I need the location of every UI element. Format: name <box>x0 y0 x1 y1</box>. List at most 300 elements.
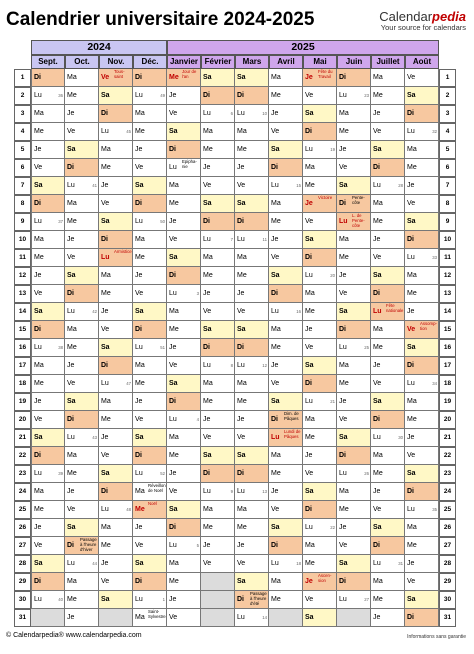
day-cell <box>99 141 133 159</box>
weekday-label: Sa <box>135 434 144 441</box>
day-cell <box>133 393 167 411</box>
weekday-label: Sa <box>135 560 144 567</box>
week-number: 50 <box>160 219 165 224</box>
weekday-label: Lu <box>237 236 245 243</box>
day-cell <box>99 195 133 213</box>
weekday-label: Di <box>67 164 74 171</box>
weekday-label: Ma <box>67 74 77 81</box>
day-cell <box>201 429 235 447</box>
weekday-label: Me <box>67 344 77 351</box>
day-cell <box>201 447 235 465</box>
weekday-label: Di <box>67 290 74 297</box>
day-cell <box>99 213 133 231</box>
weekday-label: Me <box>271 92 281 99</box>
weekday-label: Di <box>34 452 41 459</box>
day-cell <box>133 555 167 573</box>
weekday-label: Sa <box>34 182 43 189</box>
week-number: 39 <box>58 471 63 476</box>
weekday-label: Di <box>203 344 210 351</box>
weekday-label: Ma <box>373 74 383 81</box>
weekday-label: Lu <box>67 308 75 315</box>
weekday-label: Je <box>67 488 75 495</box>
weekday-label: Lu <box>34 218 42 225</box>
weekday-label: Ma <box>271 74 281 81</box>
day-cell <box>269 411 303 429</box>
weekday-label: Lu <box>34 470 42 477</box>
event-label: Passage à l'heure d'hiver <box>80 537 97 552</box>
day-cell <box>303 141 337 159</box>
week-number: 41 <box>92 183 97 188</box>
day-cell <box>303 69 337 87</box>
day-number: 4 <box>14 123 31 141</box>
weekday-label: Di <box>203 470 210 477</box>
day-cell <box>405 447 439 465</box>
day-cell <box>65 285 99 303</box>
day-cell <box>167 123 201 141</box>
day-cell <box>303 393 337 411</box>
day-cell <box>337 393 371 411</box>
weekday-label: Me <box>373 218 383 225</box>
weekday-label: Je <box>237 416 245 423</box>
weekday-label: Ve <box>101 74 110 81</box>
day-cell <box>99 411 133 429</box>
weekday-label: Lu <box>339 92 347 99</box>
empty-day <box>201 573 235 591</box>
day-cell <box>269 483 303 501</box>
weekday-label: Ma <box>237 506 247 513</box>
weekday-label: Di <box>135 74 142 81</box>
day-cell <box>405 537 439 555</box>
weekday-label: Je <box>169 470 177 477</box>
day-cell <box>133 69 167 87</box>
day-number: 14 <box>439 303 456 321</box>
weekday-label: Di <box>237 92 244 99</box>
day-cell <box>303 465 337 483</box>
weekday-label: Di <box>135 578 142 585</box>
holiday-label: L. de Pente-côte <box>352 213 365 228</box>
day-number: 14 <box>14 303 31 321</box>
weekday-label: Ve <box>339 164 348 171</box>
day-cell <box>269 339 303 357</box>
month-header: Mai <box>303 55 337 69</box>
day-cell <box>201 123 235 141</box>
day-number: 18 <box>439 375 456 393</box>
weekday-label: Sa <box>135 182 144 189</box>
day-cell <box>235 411 269 429</box>
weekday-label: Me <box>339 254 349 261</box>
day-cell <box>201 87 235 105</box>
day-cell <box>201 249 235 267</box>
weekday-label: Ma <box>203 506 213 513</box>
day-cell <box>303 249 337 267</box>
weekday-label: Je <box>407 434 415 441</box>
weekday-label: Sa <box>237 326 246 333</box>
day-cell <box>405 501 439 519</box>
weekday-label: Ma <box>271 578 281 585</box>
weekday-label: Sa <box>339 560 348 567</box>
day-cell <box>99 537 133 555</box>
day-cell <box>371 141 405 159</box>
weekday-label: Me <box>203 146 213 153</box>
day-cell <box>303 321 337 339</box>
day-cell <box>167 249 201 267</box>
day-cell <box>371 501 405 519</box>
week-number: 51 <box>160 345 165 350</box>
month-header: Mars <box>235 55 269 69</box>
week-number: 4 <box>196 417 199 422</box>
weekday-label: Ve <box>305 218 314 225</box>
day-cell <box>337 195 371 213</box>
weekday-label: Ve <box>203 308 212 315</box>
empty-day <box>99 609 133 627</box>
holiday-label: Victoire <box>318 195 333 200</box>
day-cell <box>269 87 303 105</box>
day-number: 9 <box>439 213 456 231</box>
calendarpedia-logo[interactable] <box>379 9 466 32</box>
day-cell <box>167 213 201 231</box>
day-cell <box>269 465 303 483</box>
weekday-label: Di <box>101 110 108 117</box>
day-cell <box>235 303 269 321</box>
weekday-label: Me <box>67 596 77 603</box>
day-number: 3 <box>439 105 456 123</box>
day-cell <box>133 123 167 141</box>
day-cell <box>235 213 269 231</box>
day-cell <box>269 501 303 519</box>
day-cell <box>65 105 99 123</box>
day-cell <box>133 303 167 321</box>
day-number: 28 <box>14 555 31 573</box>
day-number: 20 <box>439 411 456 429</box>
weekday-label: Me <box>34 254 44 261</box>
weekday-label: Ve <box>373 128 382 135</box>
weekday-label: Ma <box>34 236 44 243</box>
weekday-label: Me <box>373 596 383 603</box>
weekday-label: Je <box>373 614 381 621</box>
day-number: 17 <box>439 357 456 375</box>
day-cell <box>133 339 167 357</box>
day-cell <box>31 519 65 537</box>
day-number: 13 <box>439 285 456 303</box>
weekday-label: Ve <box>339 542 348 549</box>
day-cell <box>371 411 405 429</box>
weekday-label: Di <box>135 326 142 333</box>
weekday-label: Ma <box>373 452 383 459</box>
day-cell <box>303 303 337 321</box>
weekday-label: Di <box>67 416 74 423</box>
logo-left-text: Calendar <box>379 9 433 24</box>
day-cell <box>65 249 99 267</box>
day-cell <box>405 321 439 339</box>
day-number: 17 <box>14 357 31 375</box>
day-cell <box>31 537 65 555</box>
week-number: 40 <box>58 597 63 602</box>
weekday-label: Ma <box>305 416 315 423</box>
day-cell <box>133 591 167 609</box>
weekday-label: Je <box>203 542 211 549</box>
weekday-label: Lu <box>101 506 109 513</box>
day-cell <box>167 231 201 249</box>
day-cell <box>99 483 133 501</box>
weekday-label: Ve <box>407 200 416 207</box>
day-cell <box>405 609 439 627</box>
weekday-label: Sa <box>339 308 348 315</box>
weekday-label: Di <box>169 146 176 153</box>
weekday-label: Ve <box>373 254 382 261</box>
weekday-label: Lu <box>203 362 211 369</box>
day-cell <box>31 267 65 285</box>
week-number: 33 <box>432 255 437 260</box>
weekday-label: Sa <box>101 92 110 99</box>
day-cell <box>167 375 201 393</box>
weekday-label: Me <box>339 506 349 513</box>
day-cell <box>65 303 99 321</box>
day-cell <box>371 177 405 195</box>
day-cell <box>65 267 99 285</box>
day-cell <box>235 105 269 123</box>
day-cell <box>133 501 167 519</box>
week-number: 52 <box>160 471 165 476</box>
day-cell <box>371 87 405 105</box>
week-number: 21 <box>330 399 335 404</box>
weekday-label: Ma <box>34 362 44 369</box>
weekday-label: Di <box>135 200 142 207</box>
day-number: 2 <box>439 87 456 105</box>
day-cell <box>269 303 303 321</box>
day-cell <box>337 105 371 123</box>
weekday-label: Sa <box>34 308 43 315</box>
weekday-label: Lu <box>101 254 110 261</box>
day-cell <box>133 249 167 267</box>
weekday-label: Me <box>237 272 247 279</box>
day-cell <box>167 411 201 429</box>
day-cell <box>337 87 371 105</box>
weekday-label: Sa <box>67 272 76 279</box>
day-number: 23 <box>14 465 31 483</box>
day-cell <box>371 519 405 537</box>
day-cell <box>337 231 371 249</box>
day-cell <box>133 357 167 375</box>
weekday-label: Lu <box>169 542 177 549</box>
day-number: 13 <box>14 285 31 303</box>
day-cell <box>235 339 269 357</box>
week-number: 25 <box>364 345 369 350</box>
day-number: 31 <box>14 609 31 627</box>
day-cell <box>201 285 235 303</box>
day-cell <box>303 429 337 447</box>
day-cell <box>269 357 303 375</box>
weekday-label: Ma <box>169 308 179 315</box>
weekday-label: Me <box>373 470 383 477</box>
weekday-label: Me <box>373 344 383 351</box>
weekday-label: Di <box>373 416 380 423</box>
day-cell <box>201 303 235 321</box>
weekday-label: Lu <box>339 596 347 603</box>
weekday-label: Sa <box>407 596 416 603</box>
weekday-label: Me <box>101 542 111 549</box>
day-cell <box>99 303 133 321</box>
day-cell <box>201 321 235 339</box>
weekday-label: Sa <box>101 470 110 477</box>
week-number: 7 <box>230 237 233 242</box>
weekday-label: Sa <box>169 128 178 135</box>
weekday-label: Je <box>135 272 143 279</box>
day-cell <box>303 267 337 285</box>
day-cell <box>65 177 99 195</box>
weekday-label: Ve <box>373 506 382 513</box>
day-cell <box>133 285 167 303</box>
year-2025-header: 2025 <box>167 40 439 55</box>
month-header: Août <box>405 55 439 69</box>
day-cell <box>65 501 99 519</box>
empty-day <box>337 609 371 627</box>
weekday-label: Me <box>135 128 145 135</box>
day-cell <box>337 573 371 591</box>
day-cell <box>405 141 439 159</box>
day-cell <box>269 537 303 555</box>
weekday-label: Lu <box>237 488 245 495</box>
day-cell <box>201 357 235 375</box>
week-number: 45 <box>126 129 131 134</box>
event-label: Saint-Sylvestre <box>148 609 166 619</box>
weekday-label: Ma <box>237 380 247 387</box>
week-number: 1 <box>162 597 165 602</box>
day-cell <box>167 501 201 519</box>
day-cell <box>99 339 133 357</box>
day-cell <box>65 411 99 429</box>
weekday-label: Di <box>169 398 176 405</box>
weekday-label: Ma <box>407 146 417 153</box>
day-cell <box>235 465 269 483</box>
weekday-label: Di <box>34 326 41 333</box>
day-cell <box>65 231 99 249</box>
weekday-label: Me <box>135 380 145 387</box>
day-cell <box>303 447 337 465</box>
week-number: 6 <box>230 111 233 116</box>
day-cell <box>269 555 303 573</box>
day-cell <box>337 519 371 537</box>
day-cell <box>133 267 167 285</box>
footer-disclaimer: Informations sans garantie <box>407 634 466 640</box>
day-cell <box>303 285 337 303</box>
day-cell <box>371 591 405 609</box>
day-cell <box>65 357 99 375</box>
day-cell <box>303 159 337 177</box>
weekday-label: Me <box>339 128 349 135</box>
month-header: Sept. <box>31 55 65 69</box>
day-cell <box>371 267 405 285</box>
day-cell <box>31 195 65 213</box>
weekday-label: Lu <box>67 182 75 189</box>
weekday-label: Me <box>305 434 315 441</box>
day-cell <box>201 393 235 411</box>
day-cell <box>31 483 65 501</box>
weekday-label: Lu <box>101 128 109 135</box>
month-header: Avril <box>269 55 303 69</box>
weekday-label: Je <box>373 362 381 369</box>
day-cell <box>201 411 235 429</box>
weekday-label: Ma <box>169 434 179 441</box>
day-cell <box>405 519 439 537</box>
day-cell <box>167 483 201 501</box>
day-cell <box>337 555 371 573</box>
day-cell <box>405 375 439 393</box>
weekday-label: Ma <box>203 380 213 387</box>
day-number: 3 <box>14 105 31 123</box>
weekday-label: Me <box>305 182 315 189</box>
day-cell <box>269 447 303 465</box>
weekday-label: Ve <box>101 452 110 459</box>
weekday-label: Ve <box>101 326 110 333</box>
day-cell <box>167 537 201 555</box>
weekday-label: Lu <box>339 218 348 225</box>
weekday-label: Me <box>67 92 77 99</box>
day-number: 25 <box>439 501 456 519</box>
day-cell <box>133 573 167 591</box>
week-number: 26 <box>364 471 369 476</box>
day-cell <box>303 87 337 105</box>
weekday-label: Ma <box>135 362 145 369</box>
day-cell <box>337 411 371 429</box>
weekday-label: Ma <box>373 326 383 333</box>
logo-tagline: Your source for calendars <box>380 23 466 32</box>
day-cell <box>405 159 439 177</box>
day-cell <box>405 87 439 105</box>
month-header: Déc. <box>133 55 167 69</box>
day-number: 9 <box>14 213 31 231</box>
weekday-label: Ve <box>237 560 246 567</box>
day-cell <box>201 519 235 537</box>
day-cell <box>337 141 371 159</box>
weekday-label: Lu <box>203 488 211 495</box>
weekday-label: Sa <box>407 92 416 99</box>
weekday-label: Lu <box>169 416 177 423</box>
day-cell <box>99 321 133 339</box>
weekday-label: Di <box>339 578 346 585</box>
weekday-label: Je <box>34 398 42 405</box>
weekday-label: Sa <box>67 398 76 405</box>
day-cell <box>65 339 99 357</box>
day-cell <box>133 375 167 393</box>
weekday-label: Me <box>373 92 383 99</box>
weekday-label: Ve <box>203 434 212 441</box>
weekday-label: Di <box>407 110 414 117</box>
week-number: 22 <box>330 525 335 530</box>
day-number: 26 <box>439 519 456 537</box>
logo-right-text: pedia <box>432 9 466 24</box>
day-number: 21 <box>14 429 31 447</box>
weekday-label: Je <box>407 182 415 189</box>
day-cell <box>405 591 439 609</box>
day-number: 7 <box>14 177 31 195</box>
day-cell <box>167 321 201 339</box>
weekday-label: Me <box>237 524 247 531</box>
day-cell <box>235 537 269 555</box>
weekday-label: Je <box>407 308 415 315</box>
day-cell <box>31 159 65 177</box>
day-cell <box>133 87 167 105</box>
weekday-label: Sa <box>169 254 178 261</box>
day-cell <box>31 555 65 573</box>
weekday-label: Ma <box>101 146 111 153</box>
day-cell <box>167 429 201 447</box>
day-cell <box>201 159 235 177</box>
weekday-label: Je <box>101 182 109 189</box>
day-cell <box>31 411 65 429</box>
day-cell <box>31 285 65 303</box>
week-number: 37 <box>58 219 63 224</box>
weekday-label: Di <box>271 290 278 297</box>
